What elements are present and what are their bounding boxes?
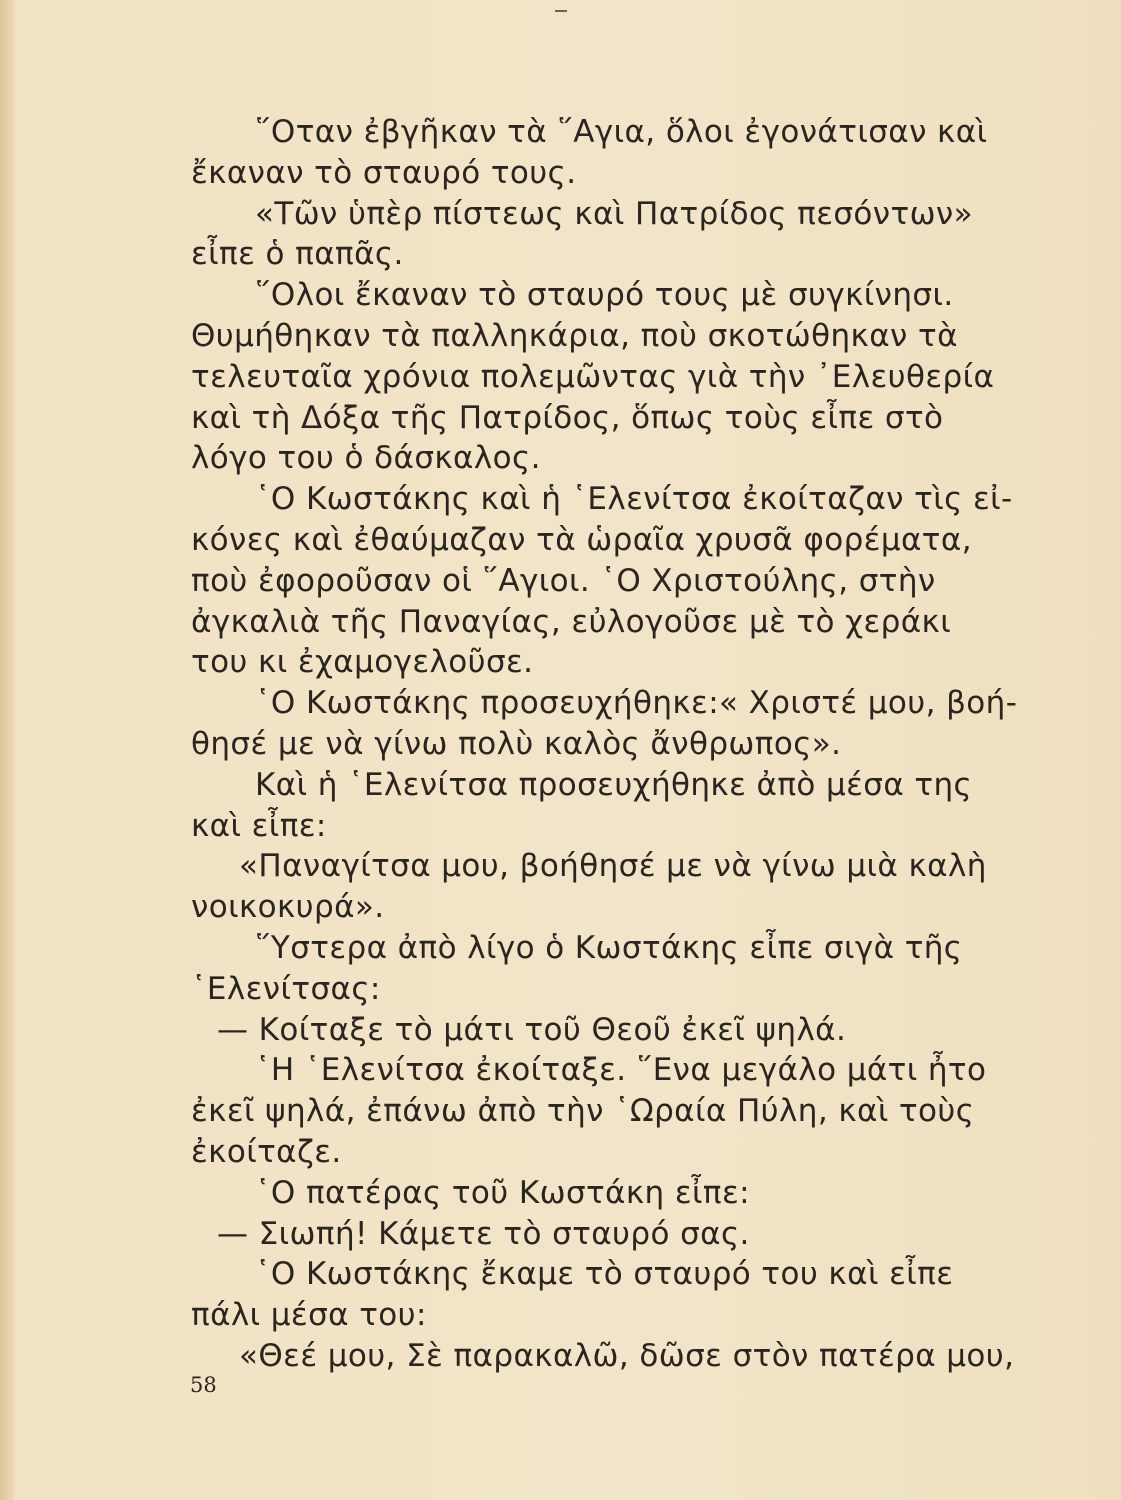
text-line: ῾Ο Κωστάκης ἔκαμε τὸ σταυρό του καὶ εἶπε [255, 1256, 954, 1293]
text-line: «Τῶν ὑπὲρ πίστεως καὶ Πατρίδος πεσόντων» [255, 195, 974, 232]
text-line: ποὺ ἐφοροῦσαν οἱ ῞Αγιοι. ῾Ο Χριστούλης, στὴν [191, 562, 936, 599]
text-line: τελευταῖα χρόνια πολεμῶντας γιὰ τὴν ᾿Ελευθερία [191, 358, 995, 395]
text-line: ἀγκαλιὰ τῆς Παναγίας, εὐλογοῦσε μὲ τὸ χεράκι [191, 603, 952, 640]
text-line: λόγο του ὁ δάσκαλος. [191, 440, 541, 477]
text-line: ἔκαναν τὸ σταυρό τους. [191, 154, 577, 191]
text-line: Θυμήθηκαν τὰ παλληκάρια, ποὺ σκοτώθηκαν τὰ [191, 317, 958, 354]
page-number: 58 [190, 1373, 217, 1397]
body-text [191, 112, 1021, 1377]
text-line: ῾Ο Κωστάκης καὶ ἡ ῾Ελενίτσα ἐκοίταζαν τὶς εἰ- [255, 481, 1013, 518]
text-line: ῾Η ῾Ελενίτσα ἐκοίταξε. ῞Ενα μεγάλο μάτι ἦτο [255, 1052, 987, 1089]
text-line: θησέ με νὰ γίνω πολὺ καλὸς ἄνθρωπος». [191, 725, 842, 762]
text-line: ῾Ο Κωστάκης προσευχήθηκε:« Χριστέ μου, βοή- [255, 685, 1018, 722]
text-line: κόνες καὶ ἐθαύμαζαν τὰ ὡραῖα χρυσᾶ φορέματα, [191, 521, 972, 558]
text-line: εἶπε ὁ παπᾶς. [191, 236, 404, 273]
text-line: ῞Οταν ἐβγῆκαν τὰ ῞Αγια, ὅλοι ἐγονάτισαν καὶ [255, 114, 988, 150]
text-line: ἐκοίταζε. [191, 1133, 342, 1170]
text-line: Καὶ ἡ ῾Ελενίτσα προσευχήθηκε ἀπὸ μέσα της [255, 766, 973, 803]
page-edge [0, 0, 14, 1500]
text-line: καὶ εἶπε: [191, 807, 327, 844]
print-mark [555, 10, 567, 12]
text-line: πάλι μέσα του: [191, 1297, 427, 1334]
text-line: νοικοκυρά». [191, 889, 385, 926]
text-line: καὶ τὴ Δόξα τῆς Πατρίδος, ὅπως τοὺς εἶπε στὸ [191, 399, 944, 436]
text-line: — Κοίταξε τὸ μάτι τοῦ Θεοῦ ἐκεῖ ψηλά. [217, 1011, 847, 1048]
text-line: ἐκεῖ ψηλά, ἐπάνω ἀπὸ τὴν ῾Ωραία Πύλη, καὶ τοὺς [191, 1093, 975, 1130]
text-line: ῞Ολοι ἔκαναν τὸ σταυρό τους μὲ συγκίνησι. [255, 277, 954, 314]
text-line: «Παναγίτσα μου, βοήθησέ με νὰ γίνω μιὰ καλὴ [239, 848, 987, 885]
text-line: «Θεέ μου, Σὲ παρακαλῶ, δῶσε στὸν πατέρα μου, [239, 1337, 1015, 1374]
text-line: ῾Ο πατέρας τοῦ Κωστάκη εἶπε: [255, 1174, 750, 1211]
text-line: ῾Ελενίτσας: [191, 970, 381, 1007]
text-line: του κι ἐχαμογελοῦσε. [191, 644, 534, 681]
text-line: ῞Υστερα ἀπὸ λίγο ὁ Κωστάκης εἶπε σιγὰ τῆς [255, 929, 963, 966]
text-line: — Σιωπή! Κάμετε τὸ σταυρό σας. [217, 1215, 750, 1252]
